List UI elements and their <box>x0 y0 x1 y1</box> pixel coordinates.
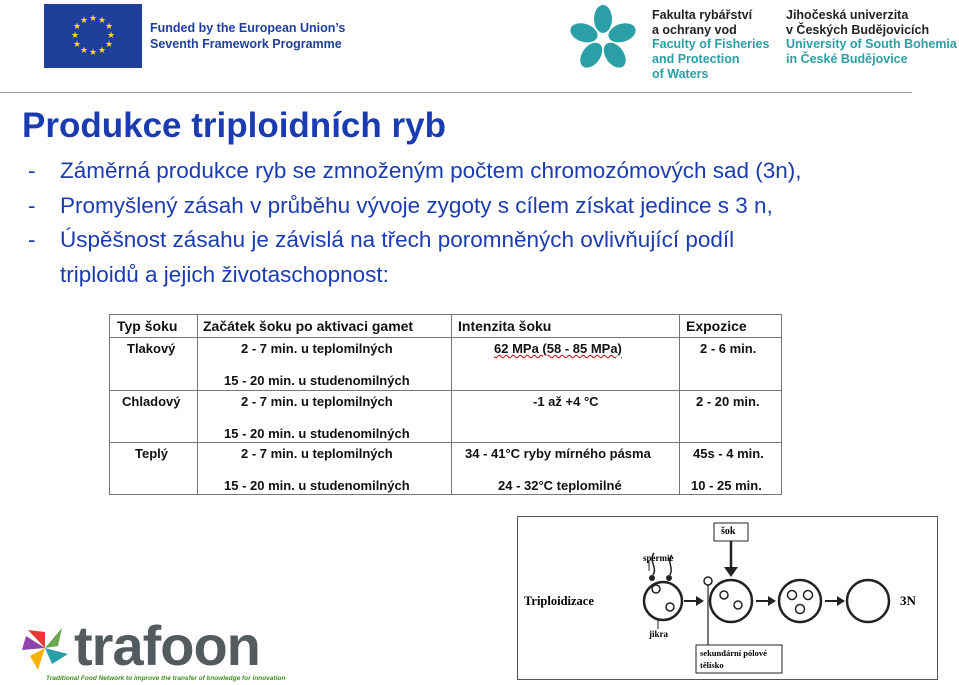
egg-circle <box>644 582 682 620</box>
nucleus-circle <box>720 591 728 599</box>
diagram-label-sperm: spermie <box>643 553 674 563</box>
table-cell-intensity: -1 až +4 °C <box>533 394 599 409</box>
diagram-label-process: Triploidizace <box>524 594 594 608</box>
table-cell-intensity: 62 MPa (58 - 85 MPa) <box>494 341 622 356</box>
eu-text-line1: Funded by the European Union’s <box>150 21 346 35</box>
table-cell-start: 2 - 7 min. u teplomilných <box>241 341 393 356</box>
table-header-cell: Expozice <box>686 318 747 334</box>
table-col-rule <box>197 315 198 494</box>
diagram-label-polar: sekundární pólové <box>700 648 767 658</box>
egg-circle <box>847 580 889 622</box>
uni-cz-line2: v Českých Budějovicích <box>786 22 930 37</box>
polar-body <box>704 577 712 585</box>
diagram-label-result: 3N <box>900 593 916 608</box>
egg-circle <box>710 580 752 622</box>
uni-en-line1: University of South Bohemia <box>786 37 957 52</box>
svg-text:★: ★ <box>88 14 98 24</box>
table-cell-intensity: 34 - 41°C ryby mírného pásma <box>465 446 651 461</box>
bullet-item <box>28 154 802 189</box>
flower-icon <box>566 2 640 72</box>
arrow-head <box>724 567 738 577</box>
table-cell-type: Chladový <box>122 394 181 409</box>
svg-text:★: ★ <box>79 16 89 26</box>
bullet-dash: - <box>28 227 36 252</box>
nucleus-circle <box>796 605 805 614</box>
bullet-item <box>28 189 802 224</box>
table-col-rule <box>451 315 452 494</box>
slide-title: Produkce triploidních ryb <box>22 106 446 145</box>
arrow-head <box>837 596 845 606</box>
diagram-label-egg: jikra <box>649 629 668 639</box>
table-cell-exposure: 45s - 4 min. <box>693 446 764 461</box>
table-cell-exposure: 2 - 20 min. <box>696 394 760 409</box>
bullet-text: Úspěšnost zásahu je závislá na třech poromněných ovlivňující podíl <box>60 227 735 252</box>
trafoon-pinwheel-logo <box>18 624 72 672</box>
faculty-cz-line2: a ochrany vod <box>652 22 737 37</box>
faculty-en-line3: of Waters <box>652 66 709 81</box>
nucleus-circle <box>666 603 674 611</box>
university-name <box>786 8 957 67</box>
table-header-cell: Začátek šoku po aktivaci gamet <box>203 318 414 334</box>
uni-cz-line1: Jihočeská univerzita <box>786 8 909 22</box>
bullet-dash: - <box>28 192 36 218</box>
triploidization-diagram <box>517 516 938 680</box>
bullet-text: triploidů a jejich životaschopnost: <box>60 261 389 287</box>
pinwheel-icon <box>18 624 72 672</box>
egg-circle <box>779 580 821 622</box>
bullet-list <box>28 154 802 292</box>
svg-text:★: ★ <box>79 46 89 56</box>
bullet-item <box>28 223 802 258</box>
table-col-rule <box>679 315 680 494</box>
svg-text:★: ★ <box>106 31 116 41</box>
diagram-label-shock: šok <box>721 526 736 537</box>
table-row-rule <box>110 442 781 443</box>
uni-en-line2: in České Budějovice <box>786 52 908 67</box>
faculty-name <box>652 8 769 82</box>
svg-text:★: ★ <box>72 40 82 50</box>
trafoon-tagline: Traditional Food Network to improve the transfer of knowledge for innovation <box>46 675 286 682</box>
svg-text:★: ★ <box>104 22 114 32</box>
table-cell-start: 2 - 7 min. u teplomilných <box>241 446 393 461</box>
svg-text:★: ★ <box>104 40 114 50</box>
eu-funding-text <box>150 20 345 52</box>
table-row-rule <box>110 390 781 391</box>
shock-table <box>109 314 782 495</box>
nucleus-circle <box>788 591 797 600</box>
faculty-en-line1: Faculty of Fisheries <box>652 37 770 52</box>
table-cell-exposure: 2 - 6 min. <box>700 341 757 356</box>
table-cell-intensity: 24 - 32°C teplomilné <box>498 478 622 493</box>
svg-text:★: ★ <box>72 22 82 32</box>
table-cell-start: 15 - 20 min. u studenomilných <box>224 373 410 388</box>
bullet-text: Záměrná produkce ryb se zmnoženým počtem chromozómových sad (3n), <box>60 158 802 183</box>
svg-text:★: ★ <box>97 16 107 26</box>
svg-text:★: ★ <box>88 48 98 58</box>
nucleus-circle <box>734 601 742 609</box>
table-cell-start: 15 - 20 min. u studenomilných <box>224 426 410 441</box>
table-header-cell: Typ šoku <box>117 318 178 334</box>
svg-text:★: ★ <box>97 46 107 56</box>
header-divider <box>0 92 912 93</box>
table-header-cell: Intenzita šoku <box>458 318 552 334</box>
arrow-head <box>696 596 704 606</box>
bullet-dash: - <box>28 158 36 183</box>
eu-text-line2: Seventh Framework Programme <box>150 37 342 51</box>
svg-text:★: ★ <box>70 31 80 41</box>
bullet-continuation <box>28 258 802 293</box>
bullet-text: Promyšlený zásah v průběhu vývoje zygoty s cílem získat jedince s 3 n, <box>60 192 773 218</box>
arrow-head <box>768 596 776 606</box>
faculty-cz-line1: Fakulta rybářství <box>652 8 753 22</box>
faculty-en-line2: and Protection <box>652 52 740 67</box>
university-flower-logo <box>566 2 640 72</box>
table-cell-type: Tlakový <box>127 341 176 356</box>
table-header-rule <box>110 337 781 338</box>
table-cell-exposure: 10 - 25 min. <box>691 478 762 493</box>
table-cell-start: 15 - 20 min. u studenomilných <box>224 478 410 493</box>
sperm-head <box>649 575 655 581</box>
eu-flag-logo <box>44 4 142 68</box>
eu-stars-icon <box>44 4 142 68</box>
table-cell-start: 2 - 7 min. u teplomilných <box>241 394 393 409</box>
nucleus-circle <box>804 591 813 600</box>
trafoon-wordmark: trafoon <box>74 614 260 677</box>
sperm-head <box>666 575 672 581</box>
table-cell-type: Teplý <box>135 446 168 461</box>
diagram-label-polar: tělísko <box>700 660 724 670</box>
nucleus-circle <box>652 585 660 593</box>
